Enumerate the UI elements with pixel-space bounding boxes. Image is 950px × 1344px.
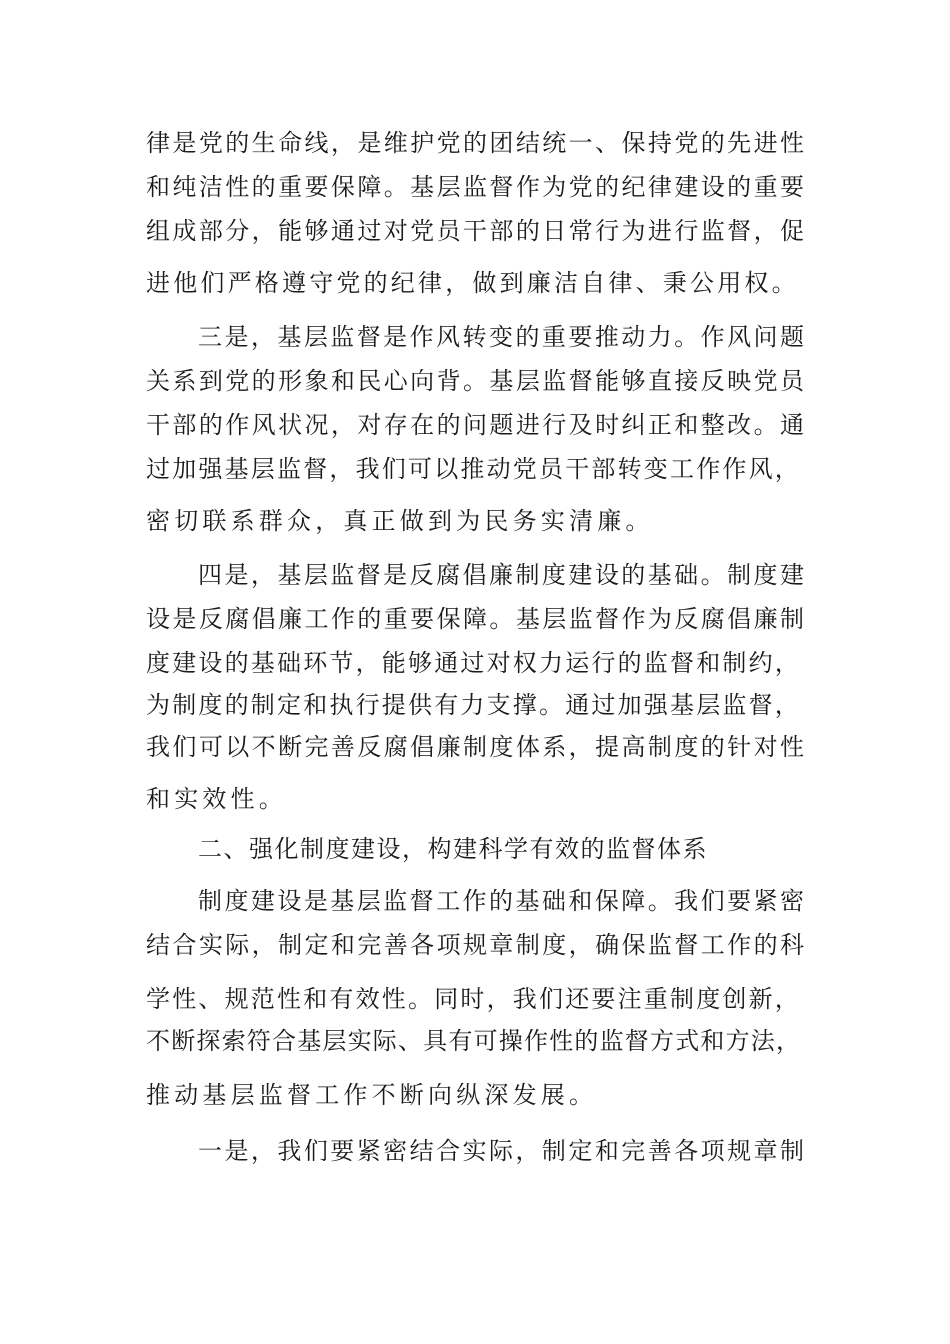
text-line: 进他们严格遵守党的纪律，做到廉洁自律、秉公用权。 — [146, 269, 799, 297]
text-line: 设是反腐倡廉工作的重要保障。基层监督作为反腐倡廉制 — [146, 605, 804, 633]
text-line: 学性、规范性和有效性。同时，我们还要注重制度创新， — [146, 985, 801, 1013]
paragraph-first-line: 一是，我们要紧密结合实际，制定和完善各项规章制 — [198, 1137, 804, 1165]
text-line: 和纯洁性的重要保障。基层监督作为党的纪律建设的重要 — [146, 173, 804, 201]
text-line: 结合实际，制定和完善各项规章制度，确保监督工作的科 — [146, 931, 804, 959]
text-line: 关系到党的形象和民心向背。基层监督能够直接反映党员 — [146, 367, 804, 395]
text-line: 律是党的生命线，是维护党的团结统一、保持党的先进性 — [146, 129, 804, 157]
section-heading: 二、强化制度建设，构建科学有效的监督体系 — [198, 835, 708, 863]
text-line: 过加强基层监督，我们可以推动党员干部转变工作作风， — [146, 455, 801, 483]
text-line: 不断探索符合基层实际、具有可操作性的监督方式和方法， — [146, 1027, 802, 1055]
text-line: 度建设的基础环节，能够通过对权力运行的监督和制约， — [146, 649, 801, 677]
paragraph-first-line: 四是，基层监督是反腐倡廉制度建设的基础。制度建 — [198, 561, 804, 589]
text-line: 组成部分，能够通过对党员干部的日常行为进行监督，促 — [146, 217, 804, 245]
text-line: 推动基层监督工作不断向纵深发展。 — [146, 1081, 598, 1109]
text-line: 和实效性。 — [146, 785, 287, 813]
text-line: 干部的作风状况，对存在的问题进行及时纠正和整改。通 — [146, 411, 804, 439]
paragraph-first-line: 制度建设是基层监督工作的基础和保障。我们要紧密 — [198, 887, 804, 915]
paragraph-first-line: 三是，基层监督是作风转变的重要推动力。作风问题 — [198, 323, 804, 351]
text-line: 为制度的制定和执行提供有力支撑。通过加强基层监督， — [146, 691, 801, 719]
text-line: 我们可以不断完善反腐倡廉制度体系，提高制度的针对性 — [146, 733, 804, 761]
text-line: 密切联系群众，真正做到为民务实清廉。 — [146, 507, 654, 535]
